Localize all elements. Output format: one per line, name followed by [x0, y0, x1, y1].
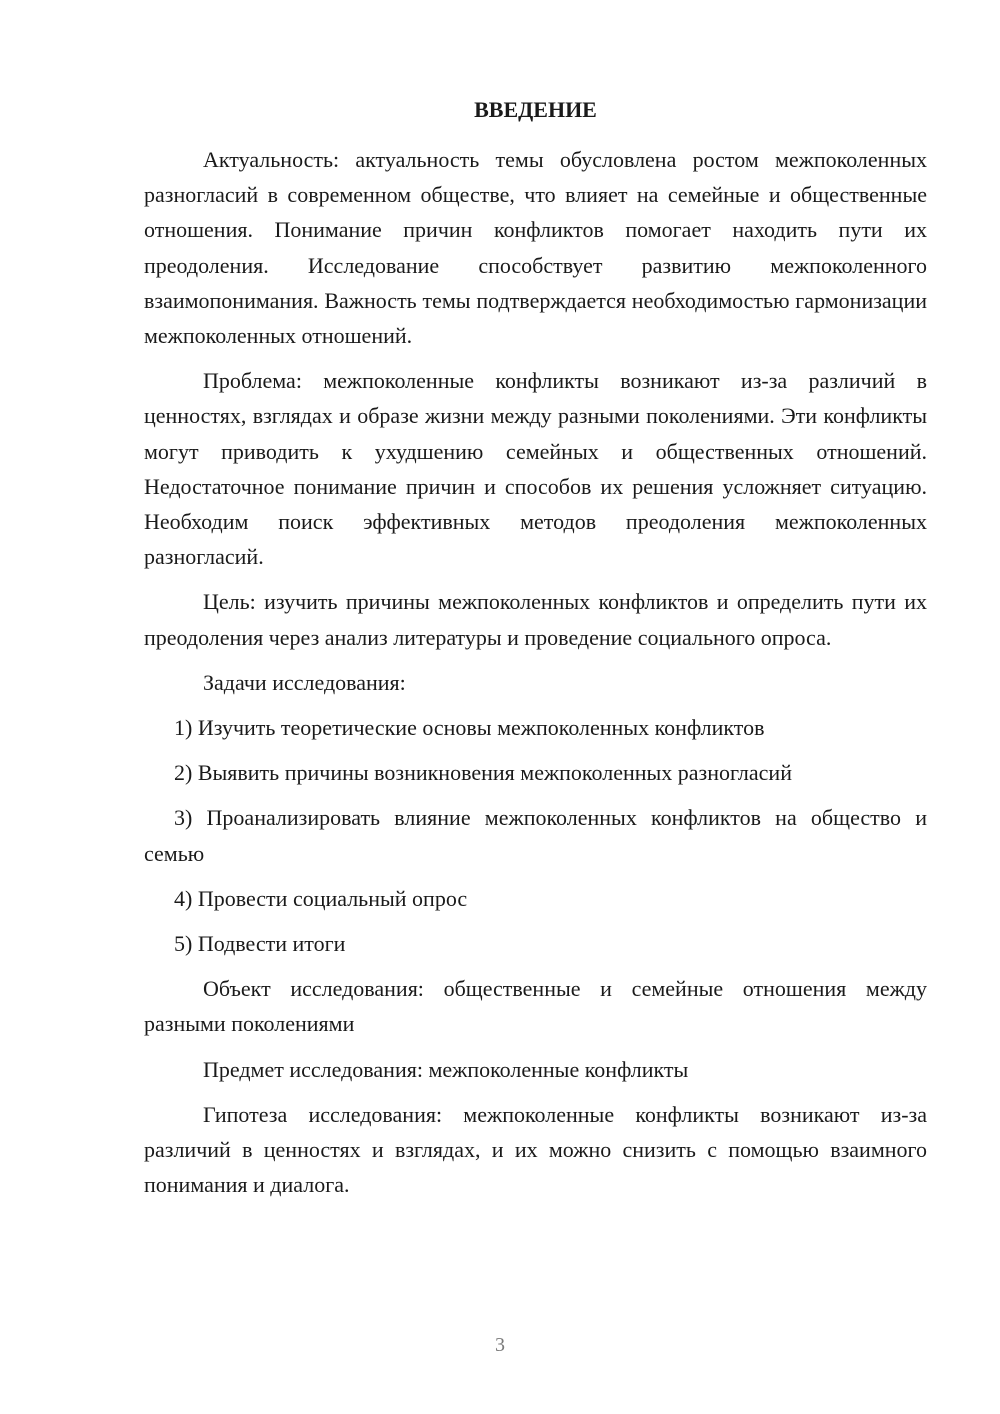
relevance-paragraph: Актуальность: актуальность темы обусловлена ростом межпоколенных разногласий в современном обществе, что влияет на семейные и общественные отношения. Понимание причин конфликтов помогает находить пути их преодоления. Исследование способствует развитию межпоколенного взаимопонимания. Важность темы подтверждается необходимостью гармонизации межпоколенных отношений.: [144, 147, 927, 349]
object-paragraph: Объект исследования: общественные и семейные отношения между разными поколениями: [144, 976, 927, 1037]
page-content: [144, 94, 927, 1202]
page-number: 3: [495, 1334, 505, 1356]
tasks-list: [144, 710, 927, 961]
list-item: 3) Проанализировать влияние межпоколенных конфликтов на общество и семью: [144, 805, 927, 866]
tasks-title: Задачи исследования:: [203, 669, 406, 695]
subject-paragraph: Предмет исследования: межпоколенные конфликты: [203, 1056, 689, 1082]
goal-paragraph: Цель: изучить причины межпоколенных конфликтов и определить пути их преодоления через анализ литературы и проведение социального опроса.: [144, 589, 927, 650]
list-item: 2) Выявить причины возникновения межпоколенных разногласий: [174, 760, 792, 786]
hypothesis-paragraph: Гипотеза исследования: межпоколенные конфликты возникают из-за различий в ценностях и взглядах, и их можно снизить с помощью взаимного понимания и диалога.: [144, 1101, 927, 1198]
section-heading: ВВЕДЕНИЕ: [474, 97, 597, 122]
problem-paragraph: Проблема: межпоколенные конфликты возникают из-за различий в ценностях, взглядах и образе жизни между разными поколениями. Эти конфликты могут приводить к ухудшению семейных и общественных отношений. Недостаточное понимание причин и способов их решения усложняет ситуацию. Необходим поиск эффективных методов преодоления межпоколенных разногласий.: [144, 368, 927, 570]
list-item: 1) Изучить теоретические основы межпоколенных конфликтов: [174, 715, 765, 741]
list-item: 5) Подвести итоги: [174, 931, 346, 957]
list-item: 4) Провести социальный опрос: [174, 885, 468, 911]
